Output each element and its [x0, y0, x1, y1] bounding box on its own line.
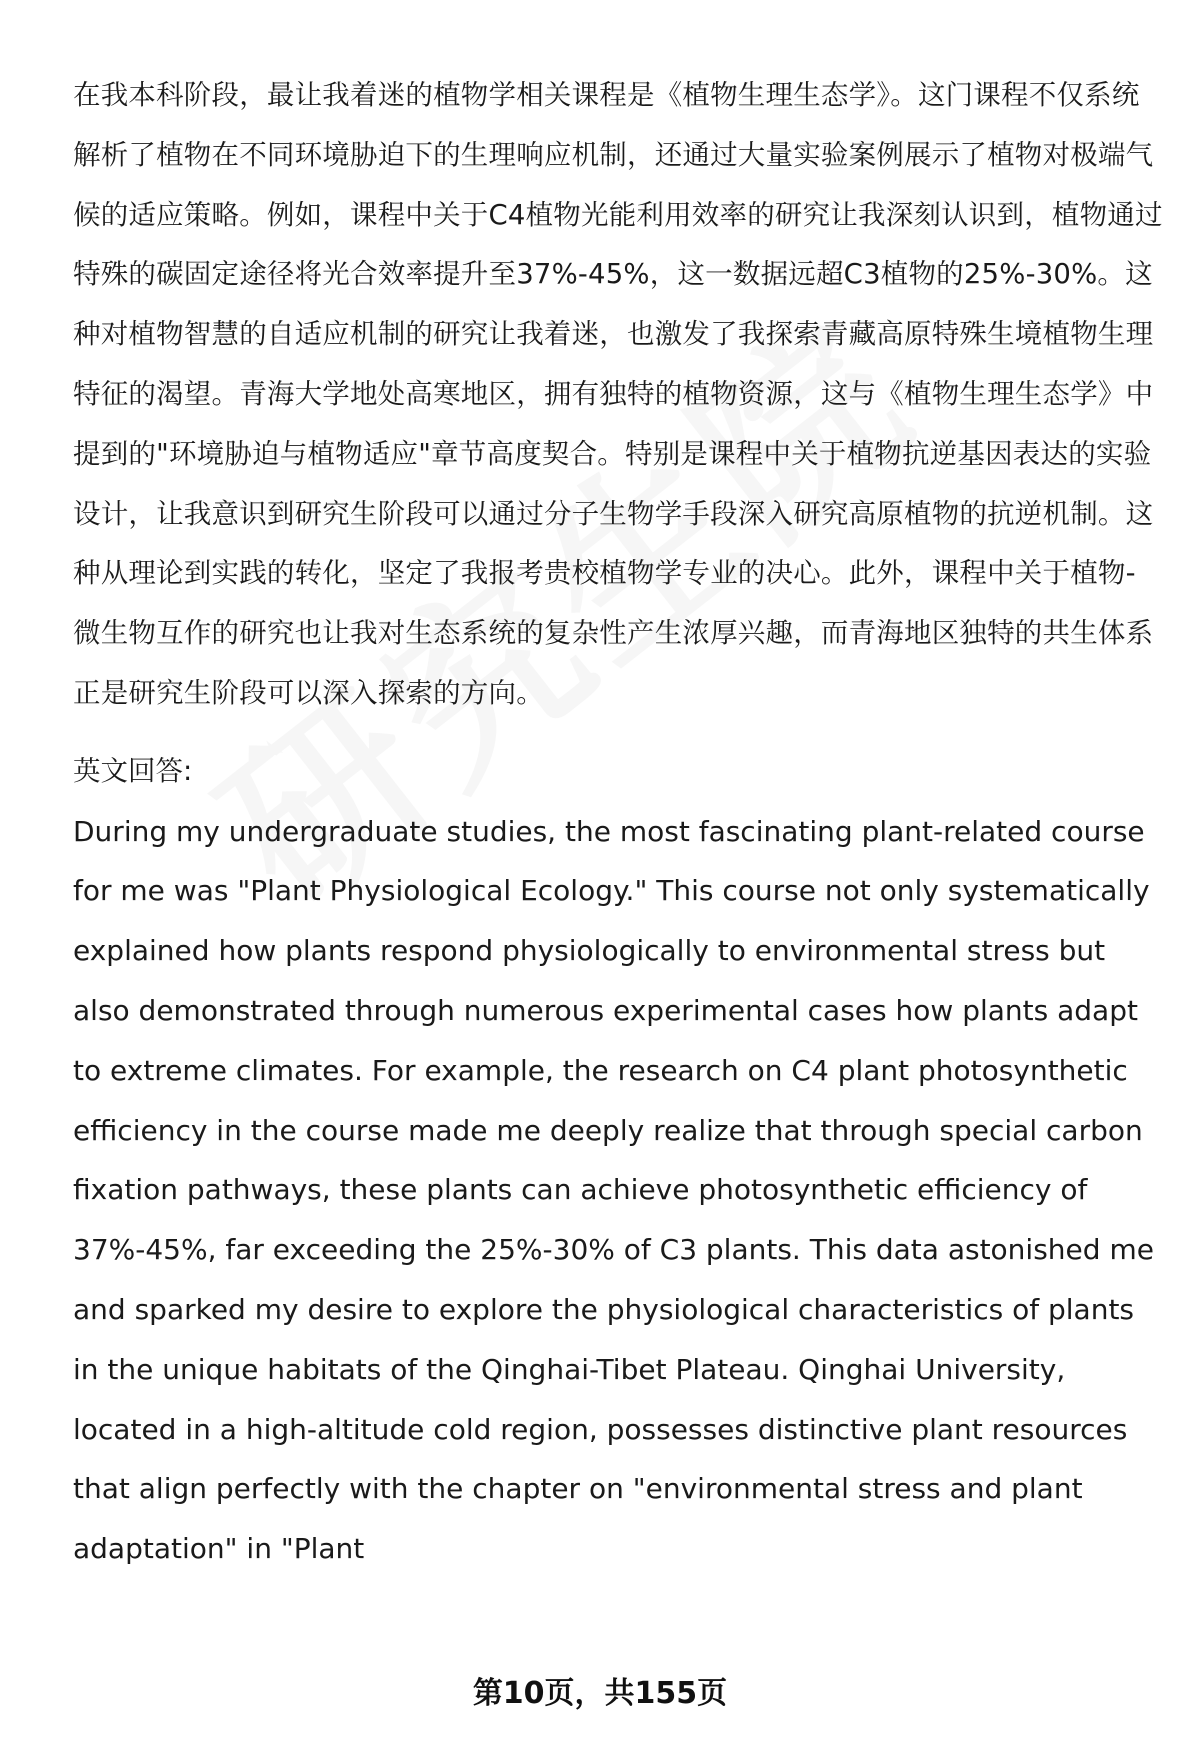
- document-body: [73, 66, 1163, 1579]
- english-answer-label: 英文回答:: [73, 754, 193, 787]
- page-number-footer: 第10页，共155页: [472, 1676, 728, 1711]
- chinese-answer-paragraph: 在我本科阶段，最让我着迷的植物学相关课程是《植物生理生态学》。这门课程不仅系统解析了植物在不同环境胁迫下的生理响应机制，还通过大量实验案例展示了植物对极端气候的适应策略。例如，课程中关于C4植物光能利用效率的研究让我深刻认识到，植物通过特殊的碳固定途径将光合效率提升至37%-45%，这一数据远超C3植物的25%-30%。这种对植物智慧的自适应机制的研究让我着迷，也激发了我探索青藏高原特殊生境植物生理特征的渴望。青海大学地处高寒地区，拥有独特的植物资源，这与《植物生理生态学》中提到的"环境胁迫与植物适应"章节高度契合。特别是课程中关于植物抗逆基因表达的实验设计，让我意识到研究生阶段可以通过分子生物学手段深入研究高原植物的抗逆机制。这种从理论到实践的转化，坚定了我报考贵校植物学专业的决心。此外，课程中关于植物-微生物互作的研究也让我对生态系统的复杂性产生浓厚兴趣，而青海地区独特的共生体系正是研究生阶段可以深入探索的方向。: [73, 79, 1163, 709]
- english-answer-paragraph: During my undergraduate studies, the most fascinating plant-related course for me was "Plant Physiological Ecology." This course not only systematically explained how plants respond physiologically to environmental stress but also demonstrated through numerous experimental cases how plants adapt to extreme climates. For example, the research on C4 plant photosynthetic efficiency in the course made me deeply realize that through special carbon fixation pathways, these plants can achieve photosynthetic efficiency of 37%-45%, far exceeding the 25%-30% of C3 plants. This data astonished me and sparked my desire to explore the physiological characteristics of plants in the unique habitats of the Qinghai-Tibet Plateau. Qinghai University, located in a high-altitude cold region, possesses distinctive plant resources that align perfectly with the chapter on "environmental stress and plant adaptation" in "Plant: [73, 814, 1154, 1566]
